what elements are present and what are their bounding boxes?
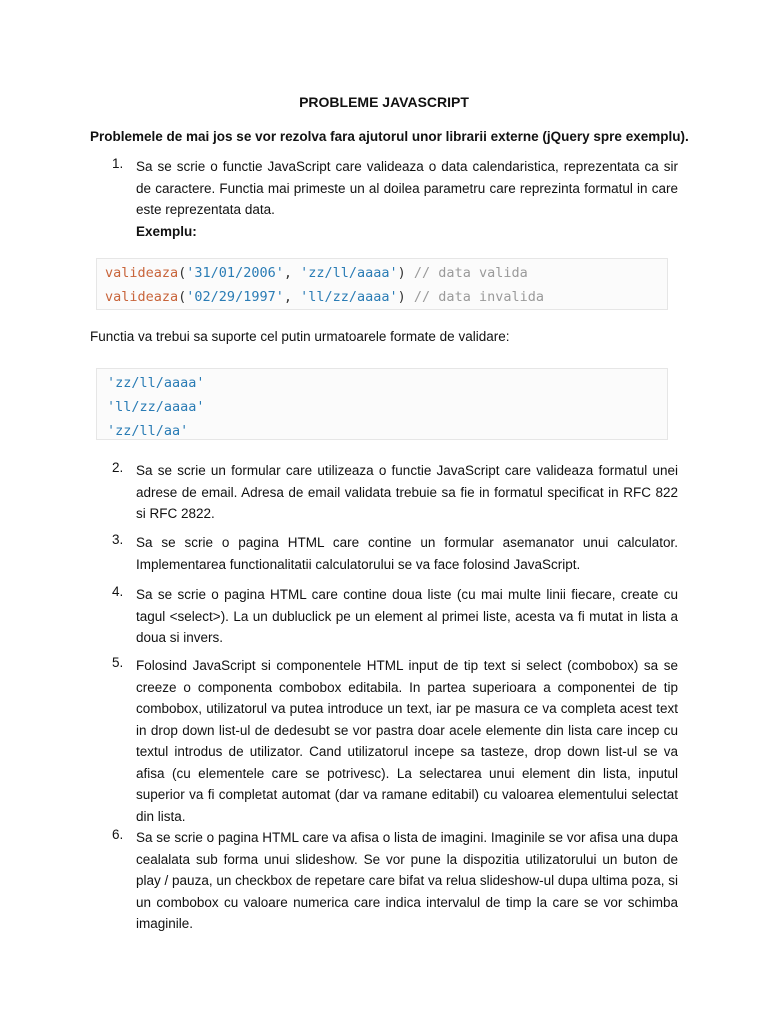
- item-number: 6.: [112, 827, 124, 842]
- code-line: valideaza('02/29/1997', 'll/zz/aaaa') // data invalida: [105, 289, 544, 305]
- problem-item-3: Sa se scrie o pagina HTML care contine un formular asemanator unui calculator. Implementarea functionalitatii calculatorului se va face folosind JavaScript.: [136, 535, 678, 572]
- example-label: Exemplu:: [136, 223, 197, 239]
- item-number: 3.: [112, 532, 124, 547]
- problem-item-6: Sa se scrie o pagina HTML care va afisa o lista de imagini. Imaginile se vor afisa una dupa cealalata sub forma unui slideshow. Se vor pune la dispozitia utilizatorului un buton de play / pauza, un checkbox de repetare care bifat va relua slideshow-ul dupa ultima poza, si un combobox cu valoare numerica care indica intervalul de timp la care se vor schimba imaginile.: [136, 830, 678, 931]
- item-number: 1.: [112, 156, 124, 171]
- formats-code-block: [96, 368, 668, 440]
- item-number: 5.: [112, 655, 124, 670]
- problem-item-1: [136, 156, 678, 242]
- format-line: 'zz/ll/aa': [107, 423, 189, 439]
- item-number: 2.: [112, 460, 124, 475]
- problem-text: Sa se scrie o functie JavaScript care valideaza o data calendaristica, reprezentata ca sir de caractere. Functia mai primeste un al doilea parametru care reprezinta formatul in care este reprezentata data.: [136, 159, 678, 217]
- formats-intro: Functia va trebui sa suporte cel putin urmatoarele formate de validare:: [90, 329, 510, 344]
- format-line: 'll/zz/aaaa': [107, 399, 205, 415]
- problem-item-2: Sa se scrie un formular care utilizeaza o functie JavaScript care valideaza formatul unei adrese de email. Adresa de email validata trebuie sa fie in formatul specificat in RFC 822 si RFC 2822.: [136, 463, 678, 521]
- code-line: valideaza('31/01/2006', 'zz/ll/aaaa') // data valida: [105, 265, 528, 281]
- problem-item-4: Sa se scrie o pagina HTML care contine doua liste (cu mai multe linii fiecare, create cu tagul <select>). La un dubluclick pe un element al primei liste, acesta va fi mutat in lista a doua si invers.: [136, 587, 678, 645]
- intro-text: Problemele de mai jos se vor rezolva fara ajutorul unor librarii externe (jQuery spre exemplu).: [90, 129, 689, 144]
- problem-item-5: Folosind JavaScript si componentele HTML input de tip text si select (combobox) sa se creeze o componenta combobox editabila. In partea superioara a componentei de tip combobox, utilizatorul va putea introduce un text, iar pe masura ce va completa acest text in drop down list-ul de dedesubt se vor pastra doar acele elemente din lista care incep cu textul introdus de utilizator. Cand utilizatorul incepe sa tasteze, drop down list-ul se va afisa (cu elementele care se potrivesc). La selectarea unui element din lista, inputul superior va fi completat automat (dar va ramane editabil) cu valoarea elementului selectat din lista.: [136, 658, 678, 824]
- format-line: 'zz/ll/aaaa': [107, 375, 205, 391]
- page-title: PROBLEME JAVASCRIPT: [299, 94, 469, 110]
- item-number: 4.: [112, 584, 124, 599]
- code-example-block: [96, 258, 668, 310]
